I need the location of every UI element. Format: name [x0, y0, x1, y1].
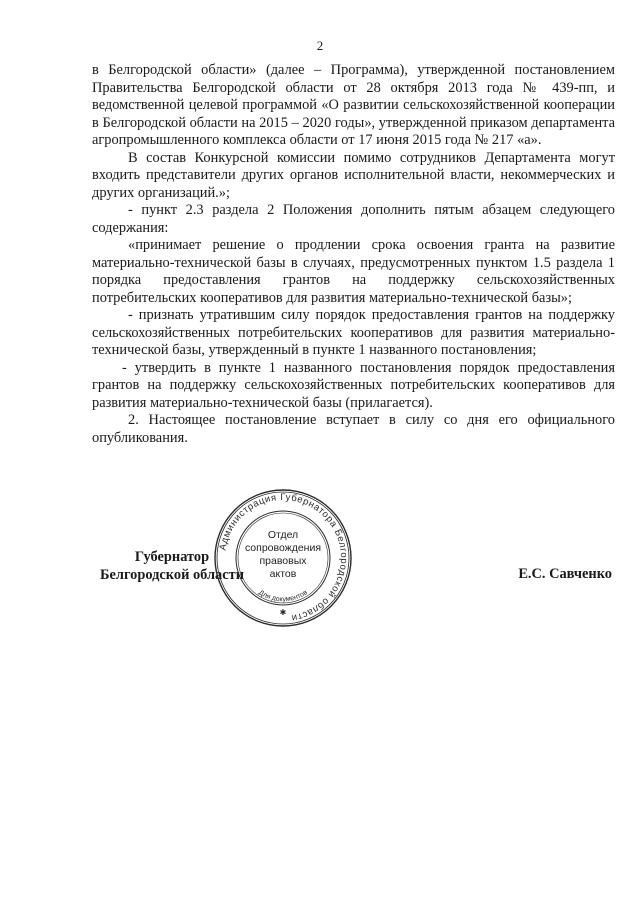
- paragraph-4: «принимает решение о продлении срока освоения гранта на развитие материально-технической базы в случаях, предусмотренных пунктом 1.5 раздела 1 порядка предоставления грантов на поддержку сельскохозяйственных потребительских кооперативов для развития материально-технической базы»;: [92, 237, 615, 306]
- seal-center-text: [213, 529, 353, 581]
- official-seal: [213, 488, 353, 628]
- paragraph-1: в Белгородской области» (далее – Программа), утвержденной постановлением Правительства Белгородской области от 28 октября 2013 года № 439-пп, и ведомственной целевой программой «О развитии сельскохозяйственной кооперации в Белгородской области на 2015 – 2020 годы», утвержденной приказом департамента агропромышленного комплекса области от 17 июня 2015 года № 217 «а».: [92, 62, 615, 148]
- seal-center-line3: правовых: [259, 555, 307, 567]
- signatory-name: Е.С. Савченко: [518, 566, 612, 582]
- paragraph-2: В состав Конкурсной комиссии помимо сотрудников Департамента могут входить представители других органов исполнительной власти, некоммерческих и других организаций.»;: [92, 149, 615, 201]
- signatory-title-line1: Губернатор: [134, 549, 210, 565]
- paragraph-3: - пункт 2.3 раздела 2 Положения дополнить пятым абзацем следующего содержания:: [92, 202, 615, 236]
- seal-ring-text: Администрация Губернатора Белгородской области: [217, 491, 350, 624]
- paragraph-5: - признать утратившим силу порядок предоставления грантов на поддержку сельскохозяйственных потребительских кооперативов для развития материально-технической базы, утвержденный в пункте 1 названного постановления;: [92, 307, 615, 358]
- seal-bottom-text: Для документов: [257, 589, 309, 604]
- signatory-title-line2: Белгородской области: [99, 567, 245, 583]
- document-body: [92, 62, 615, 447]
- seal-center-line1: Отдел: [267, 529, 299, 541]
- seal-center-line2: сопровождения: [244, 542, 322, 554]
- seal-center-line4: актов: [269, 568, 297, 580]
- page-number: 2: [316, 38, 324, 53]
- seal-star-icon: ✱: [279, 608, 287, 617]
- paragraph-7: 2. Настоящее постановление вступает в силу со дня его официального опубликования.: [92, 412, 615, 446]
- paragraph-6: - утвердить в пункте 1 названного постановления порядок предоставления грантов на поддержку сельскохозяйственных потребительских кооперативов для развития материально-технической базы (прилагается).: [92, 359, 615, 411]
